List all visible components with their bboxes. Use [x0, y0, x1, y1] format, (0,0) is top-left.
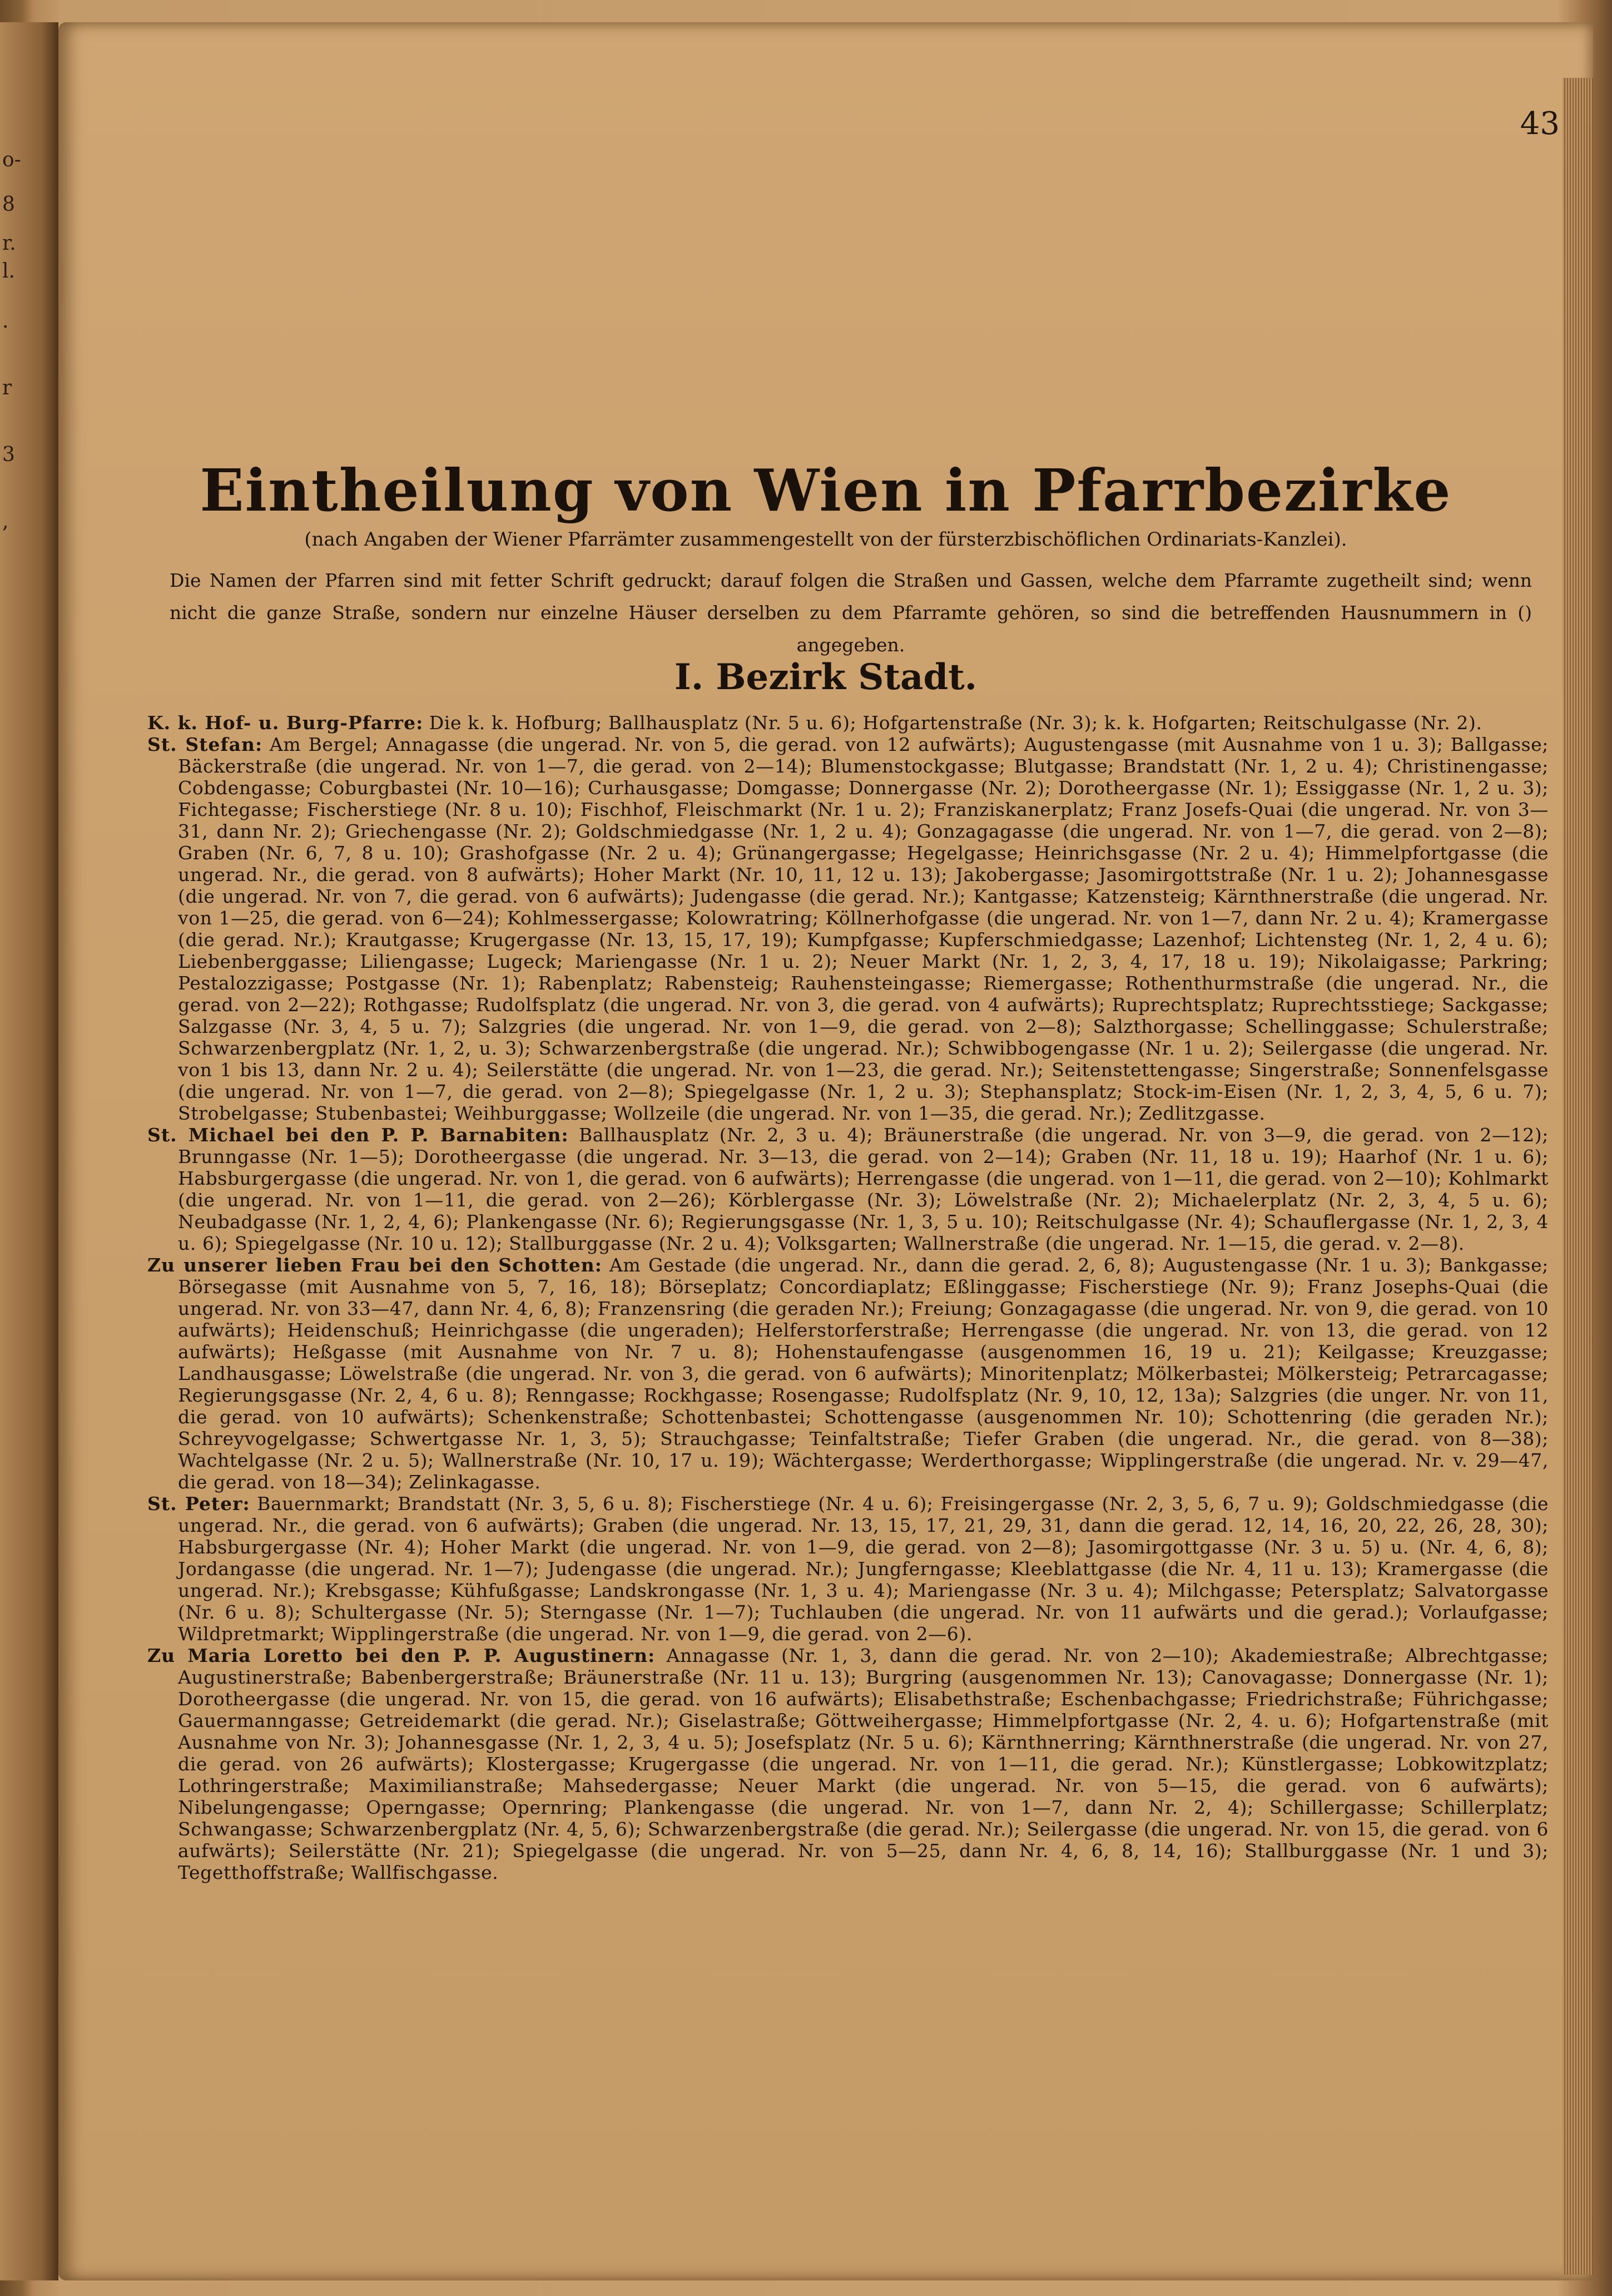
parish-entry — [147, 1254, 1549, 1493]
parish-streets: Ballhausplatz (Nr. 2, 3 u. 4); Bräunerstraße (die ungerad. Nr. von 3—9, die gerad. von 2—12); Brunngasse (Nr. 1—5); Dorotheergasse (die ungerad. Nr. 3—13, die gerad. von 2—14); Graben (Nr. 11, 18 u. 19); Haarhof (Nr. 1 u. 6); Habsburgergasse (die ungerad. Nr. von 1, die gerad. von 6 aufwärts); Herrengasse (die ungerad. von 1—11, die gerad. von 2—10); Kohlmarkt (die ungerad. Nr. von 1—11, die gerad. von 2—26); Körblergasse (Nr. 3); Löwelstraße (Nr. 2); Michaelerplatz (Nr. 2, 3, 4, 5 u. 6); Neubadgasse (Nr. 1, 2, 4, 6); Plankengasse (Nr. 6); Regierungsgasse (Nr. 1, 3, 5 u. 10); Reitschulgasse (Nr. 4); Schauflergasse (Nr. 1, 2, 3, 4 u. 6); Spiegelgasse (Nr. 10 u. 12); Stallburggasse (Nr. 2 u. 4); Volksgarten; Wallnerstraße (die ungerad. Nr. 1—15, die gerad. v. 2—8). — [178, 1124, 1549, 1254]
parish-entry — [147, 1124, 1549, 1254]
left-margin-mark: l. — [2, 260, 15, 283]
parish-streets: Annagasse (Nr. 1, 3, dann die gerad. Nr. von 2—10); Akademiestraße; Albrechtgasse; Augustinerstraße; Babenbergerstraße; Bräunerstraße (Nr. 11 u. 13); Burgring (ausgenommen Nr. 13); Canovagasse; Donnergasse (Nr. 1); Dorotheergasse (die ungerad. Nr. von 15, die gerad. von 16 aufwärts); Elisabethstraße; Eschenbachgasse; Friedrichstraße; Führichgasse; Gauermanngasse; Getreidemarkt (die gerad. Nr.); Giselastraße; Göttweihergasse; Himmelpfortgasse (Nr. 2, 4. u. 6); Hofgartenstraße (mit Ausnahme von Nr. 3); Johannesgasse (Nr. 1, 2, 3, 4 u. 5); Josefsplatz (Nr. 5 u. 6); Kärnthnerring; Kärnthnerstraße (die ungerad. Nr. von 27, die gerad. von 26 aufwärts); Klostergasse; Krugergasse (die ungerad. Nr. von 1—11, die gerad. Nr.); Künstlergasse; Lobkowitzplatz; Lothringerstraße; Maximilianstraße; Mahsedergasse; Neuer Markt (die ungerad. Nr. von 5—15, die gerad. von 6 aufwärts); Nibelungengasse; Operngasse; Opernring; Plankengasse (die ungerad. Nr. von 1—7, dann Nr. 2, 4); Schillergasse; Schillerplatz; Schwangasse; Schwarzenbergplatz (Nr. 4, 5, 6); Schwarzenbergstraße (die gerad. Nr.); Seilergasse (die ungerad. Nr. von 15, die gerad. von 6 aufwärts); Seilerstätte (Nr. 21); Spiegelgasse (die ungerad. Nr. von 5—25, dann Nr. 4, 6, 8, 14, 16); Stallburggasse (Nr. 1 und 3); Tegetthoffstraße; Wallfischgasse. — [178, 1645, 1549, 1883]
parish-streets: Bauernmarkt; Brandstatt (Nr. 3, 5, 6 u. 8); Fischerstiege (Nr. 4 u. 6); Freisingergasse (Nr. 2, 3, 5, 6, 7 u. 9); Goldschmiedgasse (die ungerad. Nr., die gerad. von 6 aufwärts); Graben (die ungerad. Nr. 13, 15, 17, 21, 29, 31, dann die gerad. 12, 14, 16, 20, 22, 26, 28, 30); Habsburgergasse (Nr. 4); Hoher Markt (die ungerad. Nr. von 1—9, die gerad. von 2—8); Jasomirgottgasse (Nr. 3 u. 5) u. (Nr. 4, 6, 8); Jordangasse (die ungerad. Nr. 1—7); Judengasse (die ungerad. Nr.); Jungferngasse; Kleeblattgasse (die Nr. 4, 11 u. 13); Kramergasse (die ungerad. Nr.); Krebsgasse; Kühfußgasse; Landskrongasse (Nr. 1, 3 u. 4); Mariengasse (Nr. 3 u. 4); Milchgasse; Petersplatz; Salvatorgasse (Nr. 6 u. 8); Schultergasse (Nr. 5); Sterngasse (Nr. 1—7); Tuchlauben (die ungerad. Nr. von 11 aufwärts und die gerad.); Vorlaufgasse; Wildpretmarkt; Wipplingerstraße (die ungerad. Nr. von 1—9, die gerad. von 2—6). — [178, 1493, 1549, 1645]
parish-entry — [147, 1493, 1549, 1645]
left-margin-mark: o- — [2, 149, 21, 171]
parish-name: St. Stefan: — [147, 734, 263, 755]
left-margin-mark: r. — [2, 232, 16, 255]
parish-name: St. Peter: — [147, 1493, 250, 1515]
left-margin-mark: 3 — [2, 443, 15, 466]
parish-name: Zu unserer lieben Frau bei den Schotten: — [147, 1254, 602, 1276]
parish-streets: Die k. k. Hofburg; Ballhausplatz (Nr. 5 u. 6); Hofgartenstraße (Nr. 3); k. k. Hofgarten; Reitschulgasse (Nr. 2). — [429, 712, 1482, 734]
page-number: 43 — [1520, 106, 1560, 142]
parish-name: K. k. Hof- u. Burg-Pfarre: — [147, 712, 424, 734]
parish-entry — [147, 712, 1549, 734]
parish-name: Zu Maria Loretto bei den P. P. Augustinern: — [147, 1645, 656, 1666]
parish-entry — [147, 1645, 1549, 1883]
parish-streets: Am Gestade (die ungerad. Nr., dann die gerad. 2, 6, 8); Augustengasse (Nr. 1 u. 3); Bankgasse; Börsegasse (mit Ausnahme von 5, 7, 16, 18); Börseplatz; Concordiaplatz; Eßlinggasse; Fischerstiege (Nr. 9); Franz Josephs-Quai (die ungerad. Nr. von 33—47, dann Nr. 4, 6, 8); Franzensring (die geraden Nr.); Freiung; Gonzagagasse (die ungerad. Nr. von 9, die gerad. von 10 aufwärts); Heidenschuß; Heinrichgasse (die ungeraden); Helferstorferstraße; Herrengasse (die ungerad. Nr. von 13, die gerad. von 12 aufwärts); Heßgasse (mit Ausnahme von Nr. 7 u. 8); Hohenstaufengasse (ausgenommen 16, 19 u. 21); Keilgasse; Kreuzgasse; Landhausgasse; Löwelstraße (die ungerad. Nr. von 3, die gerad. von 6 aufwärts); Minoritenplatz; Mölkerbastei; Mölkersteig; Petrarcagasse; Regierungsgasse (Nr. 2, 4, 6 u. 8); Renngasse; Rockhgasse; Rosengasse; Rudolfsplatz (Nr. 9, 10, 12, 13a); Salzgries (die unger. Nr. von 11, die gerad. von 10 aufwärts); Schenkenstraße; Schottenbastei; Schottengasse (ausgenommen Nr. 10); Schottenring (die geraden Nr.); Schreyvogelgasse; Schwertgasse Nr. 1, 3, 5); Strauchgasse; Teinfaltstraße; Tiefer Graben (die ungerad. Nr., die gerad. von 8—38); Wachtelgasse (Nr. 2 u. 5); Wallnerstraße (Nr. 10, 17 u. 19); Wächtergasse; Werderthorgasse; Wipplingerstraße (die ungerad. Nr. v. 29—47, die gerad. von 18—34); Zelinkagasse. — [178, 1254, 1549, 1493]
left-margin-mark: , — [2, 510, 9, 533]
district-heading: I. Bezirk Stadt. — [674, 656, 978, 698]
parish-entry — [147, 734, 1549, 1124]
parish-list — [147, 712, 1549, 1883]
book-page — [58, 22, 1593, 2280]
left-page-edge — [0, 22, 58, 2280]
parish-streets: Am Bergel; Annagasse (die ungerad. Nr. von 5, die gerad. von 12 aufwärts); Augustengasse (mit Ausnahme von 1 u. 3); Ballgasse; Bäckerstraße (die ungerad. Nr. von 1—7, die gerad. von 2—14); Blumenstockgasse; Blutgasse; Brandstatt (Nr. 1, 2 u. 4); Christinengasse; Cobdengasse; Coburgbastei (Nr. 10—16); Curhausgasse; Domgasse; Donnergasse (Nr. 2); Dorotheergasse (Nr. 1); Essiggasse (Nr. 1, 2 u. 3); Fichtegasse; Fischerstiege (Nr. 8 u. 10); Fischhof, Fleischmarkt (Nr. 1 u. 2); Franziskanerplatz; Franz Josefs-Quai (die ungerad. Nr. von 3—31, dann Nr. 2); Griechengasse (Nr. 2); Goldschmiedgasse (Nr. 1, 2 u. 4); Gonzagagasse (die ungerad. Nr. von 1—7, die gerad. von 2—8); Graben (Nr. 6, 7, 8 u. 10); Grashofgasse (Nr. 2 u. 4); Grünangergasse; Hegelgasse; Heinrichsgasse (Nr. 2 u. 4); Himmelpfortgasse (die ungerad. Nr., die gerad. von 8 aufwärts); Hoher Markt (Nr. 10, 11, 12 u. 13); Jakobergasse; Jasomirgottstraße (Nr. 1 u. 2); Johannesgasse (die ungerad. Nr. von 7, die gerad. von 6 aufwärts); Judengasse (die gerad. Nr.); Kantgasse; Katzensteig; Kärnthnerstraße (die ungerad. Nr. von 1—25, die gerad. von 6—24); Kohlmessergasse; Kolowratring; Köllnerhofgasse (die ungerad. Nr. von 1—7, dann Nr. 2 u. 4); Kramergasse (die gerad. Nr.); Krautgasse; Krugergasse (Nr. 13, 15, 17, 19); Kumpfgasse; Kupferschmiedgasse; Lazenhof; Lichtensteg (Nr. 1, 2, 4 u. 6); Liebenberggasse; Liliengasse; Lugeck; Mariengasse (Nr. 1 u. 2); Neuer Markt (Nr. 1, 2, 3, 4, 17, 18 u. 19); Nikolaigasse; Parkring; Pestalozzigasse; Postgasse (Nr. 1); Rabenplatz; Rabensteig; Rauhensteingasse; Riemergasse; Rothenthurmstraße (die ungerad. Nr., die gerad. von 2—22); Rothgasse; Rudolfsplatz (die ungerad. Nr. von 3, die gerad. von 4 aufwärts); Ruprechtsplatz; Ruprechtsstiege; Sackgasse; Salzgasse (Nr. 3, 4, 5 u. 7); Salzgries (die ungerad. Nr. von 1—9, die gerad. von 2—8); Salzthorgasse; Schellinggasse; Schulerstraße; Schwarzenbergplatz (Nr. 1, 2, u. 3); Schwarzenbergstraße (die ungerad. Nr.); Schwibbogengasse (Nr. 1 u. 2); Seilergasse (die ungerad. Nr. von 1 bis 13, dann Nr. 2 u. 4); Seilerstätte (die ungerad. Nr. von 1—23, die gerad. Nr.); Seitenstettengasse; Singerstraße; Sonnenfelsgasse (die ungerad. Nr. von 1—7, die gerad. von 2—8); Spiegelgasse (Nr. 1, 2 u. 3); Stephansplatz; Stock-im-Eisen (Nr. 1, 2, 3, 4, 5, 6 u. 7); Strobelgasse; Stubenbastei; Weihburggasse; Wollzeile (die ungerad. Nr. von 1—35, die gerad. Nr.); Zedlitzgasse. — [178, 734, 1549, 1124]
page-subtitle: (nach Angaben der Wiener Pfarrämter zusammengestellt von der fürsterzbischöflichen Ordinariats-Kanzlei). — [304, 528, 1347, 551]
left-margin-mark: . — [2, 310, 9, 333]
left-margin-mark: r — [2, 377, 12, 399]
page-stack-edges — [1563, 78, 1593, 2275]
parish-name: St. Michael bei den P. P. Barnabiten: — [147, 1124, 569, 1146]
left-margin-mark: 8 — [2, 193, 15, 216]
intro-paragraph: Die Namen der Pfarren sind mit fetter Schrift gedruckt; darauf folgen die Straßen und Gassen, welche dem Pfarramte zugetheilt sind; wenn nicht die ganze Straße, sondern nur einzelne Häuser derselben zu dem Pfarramte gehören, so sind die betreffenden Hausnummern in () angegeben. — [170, 570, 1532, 656]
page-title: Eintheilung von Wien in Pfarrbezirke — [200, 456, 1452, 524]
